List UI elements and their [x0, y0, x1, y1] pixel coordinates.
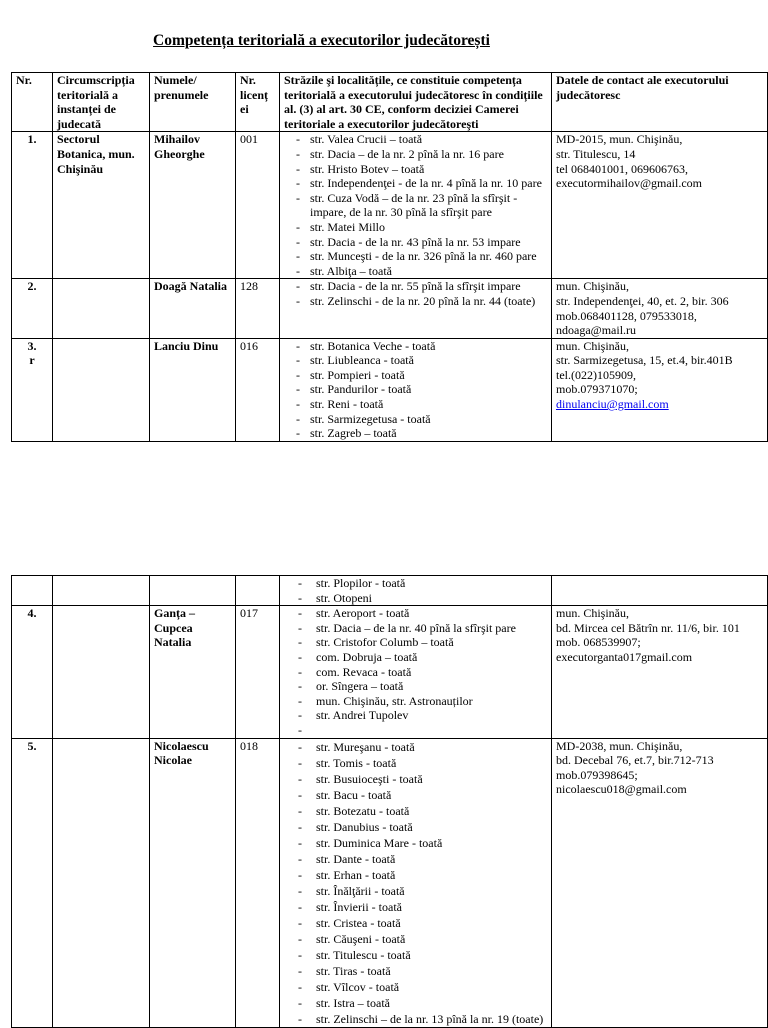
contact-line: str. Sarmizegetusa, 15, et.4, bir.401B: [556, 353, 733, 368]
street-item: - str. Înălţării - toată: [296, 883, 547, 899]
entry-number: 3.: [27, 338, 37, 353]
street-item: - str. Cristofor Columb – toată: [296, 635, 547, 650]
street-item: - str. Dacia - de la nr. 43 pînă la nr. 53 impare: [296, 235, 547, 250]
street-item: - str. Învierii - toată: [296, 899, 547, 915]
street-item: - str. Pompieri - toată: [296, 368, 547, 383]
header-contact: Datele de contact ale executorului judecătoresc: [552, 73, 768, 132]
streets-list: [284, 339, 547, 441]
street-item: - str. Sarmizegetusa - toată: [296, 412, 547, 427]
cell-circumscriptie: [53, 738, 150, 1027]
contact-line: ndoaga@mail.ru: [556, 323, 637, 338]
header-nume: Numele/ prenumele: [150, 73, 236, 132]
cell-nr: [12, 279, 53, 338]
contact-line: tel.(022)105909,: [556, 367, 636, 382]
cell-licenta: 018: [236, 738, 280, 1027]
cell-contact: [552, 279, 768, 338]
streets-list: [284, 739, 547, 1027]
cell-licenta: 128: [236, 279, 280, 338]
street-item: - str. Hristo Botev – toată: [296, 162, 547, 177]
cell-contact: [552, 338, 768, 441]
contact-line: MD-2038, mun. Chişinău,: [556, 738, 683, 753]
street-item: - str. Albiţa – toată: [296, 264, 547, 279]
table-row: [12, 132, 768, 279]
street-item: - str. Zelinschi – de la nr. 13 pînă la nr. 19 (toate): [296, 1011, 547, 1027]
street-item: - str. Botanica Veche - toată: [296, 339, 547, 354]
street-item: - str. Aeroport - toată: [296, 606, 547, 621]
street-item: - str. Valea Crucii – toată: [296, 132, 547, 147]
table-row: [12, 738, 768, 1027]
cell-nr: [12, 338, 53, 441]
cell-nr: [12, 132, 53, 279]
contact-line: mob.079371070;: [556, 382, 638, 397]
contact-line: str. Independenţei, 40, et. 2, bir. 306: [556, 293, 729, 308]
street-item: - str. Zelinschi - de la nr. 20 pînă la nr. 44 (toate): [296, 294, 547, 309]
table-row: [12, 576, 768, 606]
contact-line: mun. Chişinău,: [556, 338, 630, 353]
entry-number: 4.: [27, 606, 37, 621]
street-item: - str. Danubius - toată: [296, 819, 547, 835]
street-item: - str. Cristea - toată: [296, 915, 547, 931]
street-item: - str. Tomis - toată: [296, 755, 547, 771]
street-item: - str. Istra – toată: [296, 995, 547, 1011]
street-item: - str. Dacia – de la nr. 2 pînă la nr. 16 pare: [296, 147, 547, 162]
cell-circumscriptie: Sectorul Botanica, mun. Chişinău: [53, 132, 150, 279]
cell-nume: Ganța – Cupcea Natalia: [150, 606, 236, 738]
table-part-2: [11, 575, 768, 1028]
table-row: [12, 279, 768, 338]
email-link[interactable]: dinulanciu@gmail.com: [556, 397, 669, 412]
entry-number: 2.: [27, 279, 37, 294]
cell-strazi: [280, 576, 552, 606]
street-item: - str. Titulescu - toată: [296, 947, 547, 963]
street-item: - str. Căuşeni - toată: [296, 931, 547, 947]
cell-strazi: [280, 279, 552, 338]
cell-strazi: [280, 338, 552, 441]
contact-line: tel 068401001, 069606763,: [556, 161, 688, 176]
street-item: - str. Otopeni: [296, 591, 547, 606]
street-item: - str. Pandurilor - toată: [296, 382, 547, 397]
street-item: - str. Dacia – de la nr. 40 pînă la sfîrşit pare: [296, 621, 547, 636]
street-item: - str. Busuioceşti - toată: [296, 771, 547, 787]
cell-nr: [12, 606, 53, 738]
street-item: - str. Tiras - toată: [296, 963, 547, 979]
entry-number: 1.: [27, 132, 37, 147]
street-item: - str. Dacia - de la nr. 55 pînă la sfîrşit impare: [296, 279, 547, 294]
street-item: - str. Reni - toată: [296, 397, 547, 412]
contact-line: mob.068401128, 079533018,: [556, 308, 697, 323]
entry-number: 5.: [27, 738, 37, 753]
street-item: - str. Dante - toată: [296, 851, 547, 867]
table-part-1: [11, 72, 768, 442]
header-strazi: Străzile şi localitățile, ce constituie competența teritorială a executorului judecătoresc în condițiile al. (3) al art. 30 CE, conform deciziei Camerei teritoriale a executorilor judecătoreşti: [280, 73, 552, 132]
street-item: - str. Bacu - toată: [296, 787, 547, 803]
street-item: - str. Matei Millo: [296, 220, 547, 235]
streets-list: [284, 576, 547, 605]
header-nr: Nr.: [12, 73, 53, 132]
table-body-1: [12, 132, 768, 441]
cell-licenta: 017: [236, 606, 280, 738]
cell-licenta: 016: [236, 338, 280, 441]
cell-circumscriptie: [53, 279, 150, 338]
cell-strazi: [280, 132, 552, 279]
cell-contact: [552, 738, 768, 1027]
street-item: - str. Independenţei - de la nr. 4 pînă la nr. 10 pare: [296, 176, 547, 191]
table-row: [12, 338, 768, 441]
header-licenta: Nr. licenț ei: [236, 73, 280, 132]
street-item: - str. Erhan - toată: [296, 867, 547, 883]
header-circumscriptie: Circumscripția teritorială a instanței de judecată: [53, 73, 150, 132]
street-item: - str. Duminica Mare - toată: [296, 835, 547, 851]
table-body-2: [12, 576, 768, 1028]
street-item: - str. Zagreb – toată: [296, 426, 547, 441]
cell-nr: [12, 738, 53, 1027]
cell-contact: [552, 132, 768, 279]
street-item: - or. Sîngera – toată: [296, 679, 547, 694]
street-item: - str. Andrei Tupolev: [296, 708, 547, 723]
cell-circumscriptie: [53, 338, 150, 441]
streets-list: [284, 132, 547, 278]
contact-line: mob.079398645;: [556, 767, 638, 782]
contact-line: MD-2015, mun. Chişinău,: [556, 132, 683, 147]
cell-nume: Mihailov Gheorghe: [150, 132, 236, 279]
cell-contact: [552, 576, 768, 606]
cell-nr: [12, 576, 53, 606]
cell-circumscriptie: [53, 576, 150, 606]
street-item: - str. Munceşti - de la nr. 326 pînă la nr. 460 pare: [296, 249, 547, 264]
street-item: - str. Liubleanca - toată: [296, 353, 547, 368]
street-item: - com. Revaca - toată: [296, 665, 547, 680]
streets-list: [284, 606, 547, 737]
contact-line: mob. 068539907;: [556, 635, 641, 650]
cell-nume: Nicolaescu Nicolae: [150, 738, 236, 1027]
street-item: - str. Vîlcov - toată: [296, 979, 547, 995]
street-item: - str. Plopilor - toată: [296, 576, 547, 591]
cell-strazi: [280, 606, 552, 738]
page-title: Competența teritorială a executorilor judecătorești: [153, 32, 490, 49]
cell-strazi: [280, 738, 552, 1027]
contact-line: mun. Chişinău,: [556, 279, 630, 294]
contact-line: nicolaescu018@gmail.com: [556, 782, 687, 797]
street-item: - mun. Chişinău, str. Astronauților: [296, 694, 547, 709]
street-item: - str. Cuza Vodă – de la nr. 23 pînă la sfîrşit - impare, de la nr. 30 pînă la sfîrşit pare: [296, 191, 547, 220]
cell-circumscriptie: [53, 606, 150, 738]
cell-nume: [150, 576, 236, 606]
street-item: - com. Dobruja – toată: [296, 650, 547, 665]
street-item: [296, 723, 547, 738]
contact-line: bd. Decebal 76, et.7, bir.712-713: [556, 753, 714, 768]
contact-line: bd. Mircea cel Bătrîn nr. 11/6, bir. 101: [556, 620, 740, 635]
cell-contact: [552, 606, 768, 738]
cell-licenta: [236, 576, 280, 606]
table-row: [12, 606, 768, 738]
cell-nume: Doagă Natalia: [150, 279, 236, 338]
street-item: - str. Mureşanu - toată: [296, 739, 547, 755]
contact-line: executorganta017gmail.com: [556, 649, 693, 664]
contact-line: mun. Chişinău,: [556, 606, 630, 621]
streets-list: [284, 279, 547, 308]
entry-number-note: r: [29, 353, 35, 368]
contact-line: str. Titulescu, 14: [556, 146, 636, 161]
table-header-row: [12, 73, 768, 132]
contact-line: executormihailov@gmail.com: [556, 176, 703, 191]
street-item: - str. Botezatu - toată: [296, 803, 547, 819]
cell-licenta: 001: [236, 132, 280, 279]
cell-nume: Lanciu Dinu: [150, 338, 236, 441]
